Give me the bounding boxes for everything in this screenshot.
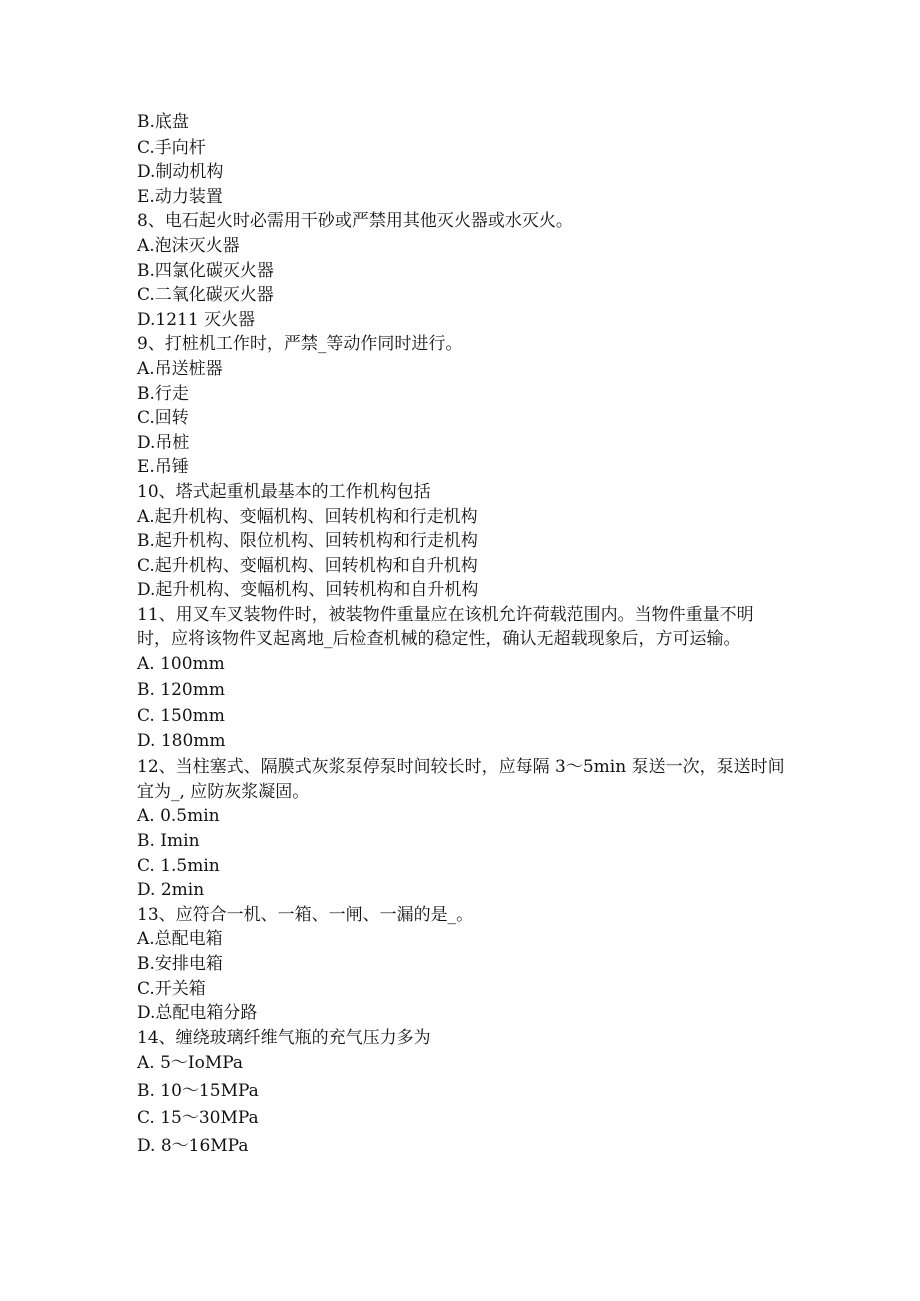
option-a: A.起升机构、变幅机构、回转机构和行走机构	[137, 506, 478, 527]
option-a: A.总配电箱	[137, 929, 223, 950]
option-c: C. 150mm	[137, 705, 225, 726]
option-d: D.总配电箱分路	[137, 1003, 258, 1024]
document-page	[137, 110, 787, 1160]
option-c: C.回转	[137, 408, 189, 429]
option-b: B. 10～15MPa	[137, 1080, 259, 1101]
option-a: A. 100mm	[137, 654, 225, 675]
option-b: B.行走	[137, 383, 189, 404]
option-a: A.泡沫灭火器	[137, 235, 240, 256]
question-12: 12、当柱塞式、隔膜式灰浆泵停泵时间较长时，应每隔 3～5min 泵送一次，泵送时间宜为_, 应防灰浆凝固。	[137, 757, 785, 802]
question-8: 8、电石起火时必需用干砂或严禁用其他灭火器或水灭火。	[137, 211, 573, 232]
option-c: C.开关箱	[137, 978, 206, 999]
option-d: D.制动机构	[137, 162, 224, 183]
option-a: A. 0.5min	[137, 806, 220, 827]
question-14: 14、缠绕玻璃纤维气瓶的充气压力多为	[137, 1027, 431, 1048]
option-d: D.吊桩	[137, 432, 190, 453]
option-e: E.动力装置	[137, 186, 223, 207]
option-b: B. Imin	[137, 831, 200, 852]
option-d: D. 8～16MPa	[137, 1135, 249, 1156]
option-a: A. 5～IoMPa	[137, 1053, 244, 1074]
option-d: D. 2min	[137, 880, 205, 901]
option-c: C. 15～30MPa	[137, 1108, 259, 1129]
question-10: 10、塔式起重机最基本的工作机构包括	[137, 481, 431, 502]
option-d: D.起升机构、变幅机构、回转机构和自升机构	[137, 580, 479, 601]
option-a: A.吊送桩器	[137, 358, 223, 379]
option-b: B.起升机构、限位机构、回转机构和行走机构	[137, 531, 478, 552]
question-11: 11、用叉车叉装物件时，被装物件重量应在该机允许荷载范围内。当物件重量不明时，应将该物件叉起离地_后检查机械的稳定性，确认无超载现象后，方可运输。	[137, 604, 754, 650]
option-d: D.1211 灭火器	[137, 309, 256, 330]
option-c: C. 1.5min	[137, 855, 220, 876]
option-b: B.四氯化碳灭火器	[137, 260, 274, 281]
option-e: E.吊锤	[137, 457, 189, 478]
option-c: C.手向杆	[137, 137, 206, 158]
option-b: B.底盘	[137, 112, 189, 132]
option-b: B.安排电箱	[137, 954, 223, 974]
question-13: 13、应符合一机、一箱、一闸、一漏的是_。	[137, 904, 474, 925]
option-c: C.二氧化碳灭火器	[137, 285, 274, 306]
option-b: B. 120mm	[137, 679, 225, 700]
option-d: D. 180mm	[137, 731, 226, 752]
option-c: C.起升机构、变幅机构、回转机构和自升机构	[137, 555, 478, 576]
question-9: 9、打桩机工作时，严禁_等动作同时进行。	[137, 334, 463, 355]
